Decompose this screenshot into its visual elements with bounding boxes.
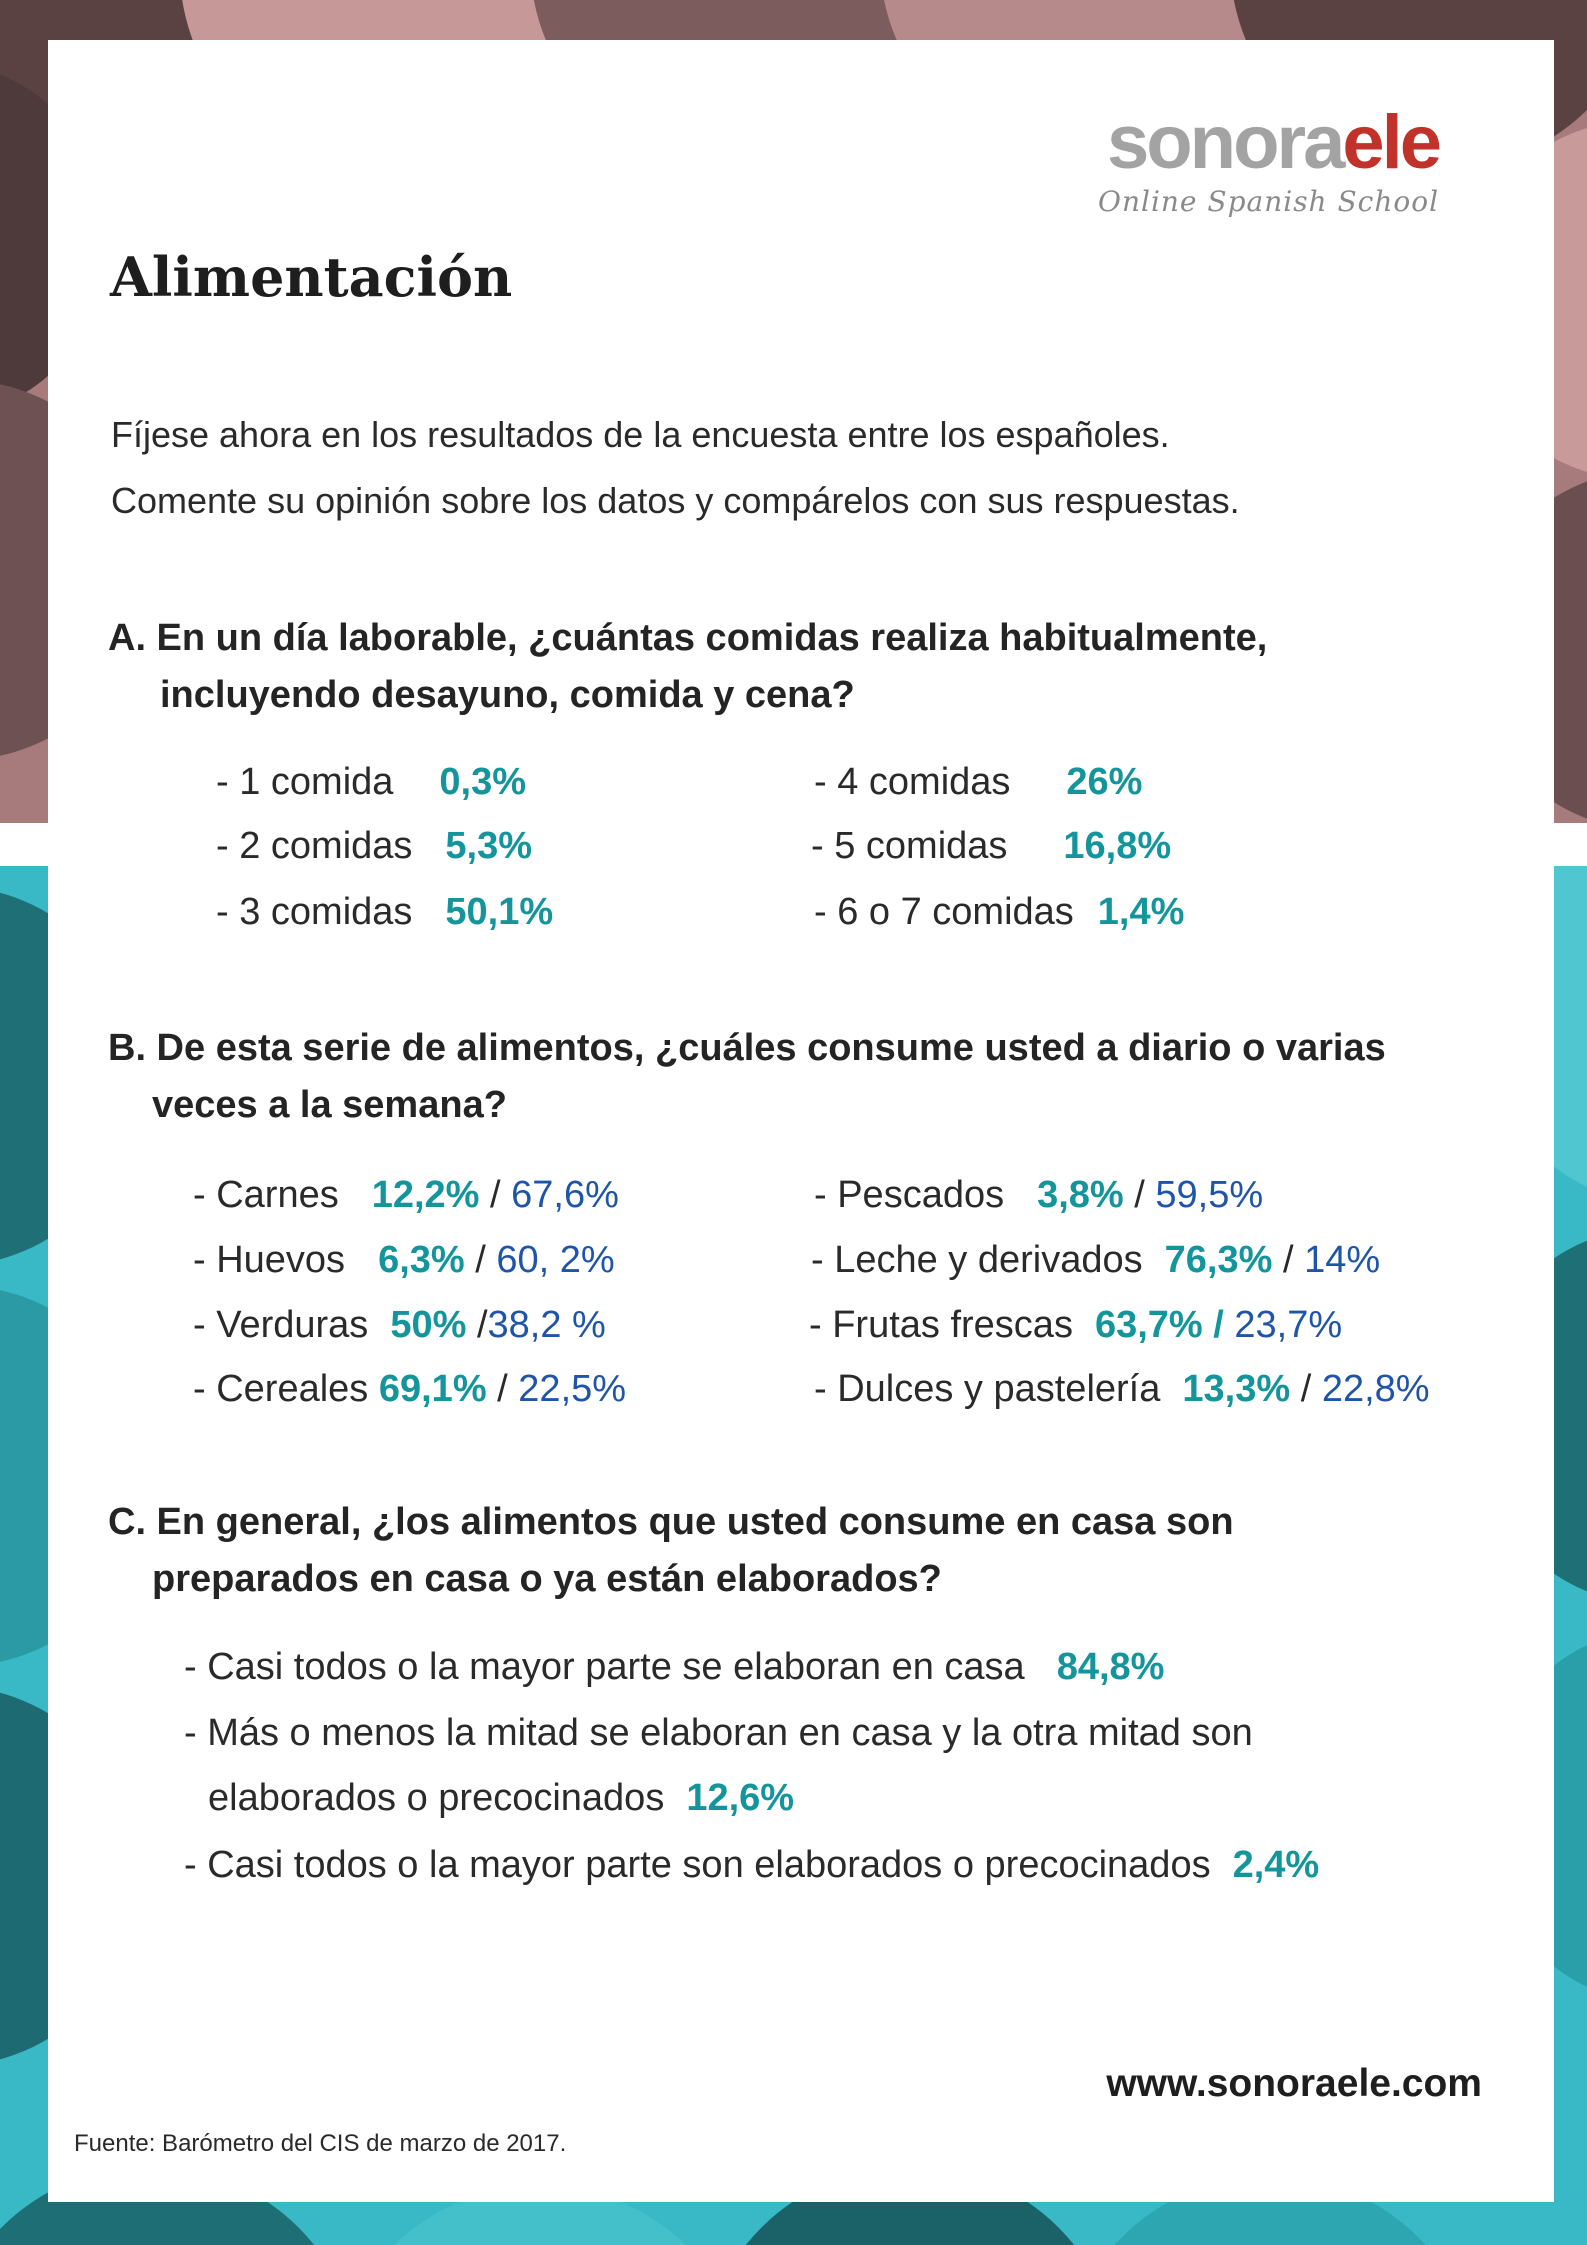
answer-c-3 xyxy=(184,1840,1319,1890)
answer-label: - Carnes xyxy=(193,1174,339,1216)
answer-c-2 xyxy=(184,1708,1253,1758)
answer-label: - Más o menos la mitad se elaboran en casa y la otra mitad son xyxy=(184,1712,1253,1754)
question-c-line1: C. En general, ¿los alimentos que usted consume en casa son xyxy=(108,1501,1234,1543)
logo-wordmark xyxy=(1058,100,1488,185)
worksheet xyxy=(48,40,1554,2202)
question-b-line2: veces a la semana? xyxy=(152,1084,507,1126)
answer-label: - Cereales xyxy=(193,1368,369,1410)
answer-b-verduras xyxy=(193,1300,606,1350)
answer-daily: 76,3% xyxy=(1164,1239,1273,1281)
answer-a-2 xyxy=(216,821,532,871)
question-c-line2: preparados en casa o ya están elaborados? xyxy=(152,1558,942,1600)
answer-a-5 xyxy=(811,821,1171,871)
answer-daily: 50% xyxy=(390,1304,467,1346)
answer-weekly: 22,8% xyxy=(1321,1368,1430,1410)
question-a-heading xyxy=(108,610,1528,724)
answer-b-dulces xyxy=(814,1364,1430,1414)
answer-value: 16,8% xyxy=(1063,825,1172,867)
page-title: Alimentación xyxy=(110,245,513,309)
answer-weekly: 22,5% xyxy=(518,1368,627,1410)
answer-daily: 6,3% xyxy=(378,1239,465,1281)
answer-weekly: 59,5% xyxy=(1155,1174,1264,1216)
answer-value: 26% xyxy=(1066,761,1143,803)
question-a-line1: A. En un día laborable, ¿cuántas comidas realiza habitualmente, xyxy=(108,617,1268,659)
source-note: Fuente: Barómetro del CIS de marzo de 2017. xyxy=(74,2130,567,2157)
answer-label: - 1 comida xyxy=(216,761,394,803)
answer-label: - Casi todos o la mayor parte son elaborados o precocinados xyxy=(184,1844,1211,1886)
answer-label: - Huevos xyxy=(193,1239,346,1281)
answer-label: elaborados o precocinados xyxy=(208,1777,665,1819)
brand-logo xyxy=(1058,100,1488,218)
answer-label: - Frutas frescas xyxy=(809,1304,1073,1346)
answer-label: - Leche y derivados xyxy=(811,1239,1143,1281)
question-a-line2: incluyendo desayuno, comida y cena? xyxy=(160,674,855,716)
answer-label: - Casi todos o la mayor parte se elaboran en casa xyxy=(184,1646,1025,1688)
answer-separator: / xyxy=(1300,1368,1312,1410)
answer-a-1 xyxy=(216,757,526,807)
answer-value: 0,3% xyxy=(439,761,527,803)
answer-label: - Pescados xyxy=(814,1174,1005,1216)
answer-b-leche xyxy=(811,1235,1380,1285)
answer-separator: / xyxy=(475,1239,486,1281)
answer-value: 12,6% xyxy=(686,1777,795,1819)
answer-weekly: 38,2 % xyxy=(487,1304,606,1346)
answer-value: 50,1% xyxy=(445,891,554,933)
answer-daily: 3,8% xyxy=(1037,1174,1124,1216)
logo-main: sonora xyxy=(1106,100,1343,185)
answer-weekly: 67,6% xyxy=(511,1174,619,1216)
answer-daily: 12,2% xyxy=(371,1174,480,1216)
answer-daily: 13,3% xyxy=(1182,1368,1291,1410)
answer-b-carnes xyxy=(193,1170,619,1220)
answer-b-cereales xyxy=(193,1364,626,1414)
website-link[interactable]: www.sonoraele.com xyxy=(1106,2062,1482,2105)
intro-line: Fíjese ahora en los resultados de la encuesta entre los españoles. xyxy=(111,414,1170,455)
intro-text xyxy=(111,402,1511,534)
answer-a-6 xyxy=(814,887,1184,937)
answer-separator: / xyxy=(497,1368,508,1410)
answer-b-huevos xyxy=(193,1235,615,1285)
answer-label: - Dulces y pastelería xyxy=(814,1368,1161,1410)
answer-a-4 xyxy=(814,757,1142,807)
intro-line: Comente su opinión sobre los datos y compárelos con sus respuestas. xyxy=(111,480,1240,521)
answer-label: - 2 comidas xyxy=(216,825,413,867)
answer-weekly: 23,7% xyxy=(1234,1304,1343,1346)
answer-value: 5,3% xyxy=(445,825,533,867)
answer-c-1 xyxy=(184,1642,1164,1692)
answer-separator: / xyxy=(490,1174,501,1216)
answer-label: - 3 comidas xyxy=(216,891,413,933)
question-b-line1: B. De esta serie de alimentos, ¿cuáles consume usted a diario o varias xyxy=(108,1027,1386,1069)
answer-b-pescados xyxy=(814,1170,1263,1220)
answer-weekly: 60, 2% xyxy=(496,1239,615,1281)
answer-separator: / xyxy=(1282,1239,1294,1281)
answer-value: 2,4% xyxy=(1232,1844,1320,1886)
question-c-heading xyxy=(108,1494,1528,1608)
answer-value: 1,4% xyxy=(1097,891,1185,933)
logo-tagline: Online Spanish School xyxy=(1098,185,1440,218)
answer-label: - 5 comidas xyxy=(811,825,1008,867)
answer-label: - 6 o 7 comidas xyxy=(814,891,1074,933)
answer-daily: 69,1% xyxy=(378,1368,487,1410)
answer-value: 84,8% xyxy=(1056,1646,1165,1688)
answer-daily: 63,7% xyxy=(1094,1304,1203,1346)
answer-b-frutas xyxy=(809,1300,1342,1350)
question-b-heading xyxy=(108,1020,1528,1134)
answer-a-3 xyxy=(216,887,553,937)
answer-weekly: 14% xyxy=(1304,1239,1381,1281)
logo-accent: ele xyxy=(1342,100,1440,185)
answer-separator: / xyxy=(1134,1174,1145,1216)
answer-separator: / xyxy=(1213,1304,1224,1346)
answer-label: - Verduras xyxy=(193,1304,369,1346)
answer-c-2-cont xyxy=(208,1773,794,1823)
answer-separator: / xyxy=(476,1304,488,1346)
answer-label: - 4 comidas xyxy=(814,761,1011,803)
